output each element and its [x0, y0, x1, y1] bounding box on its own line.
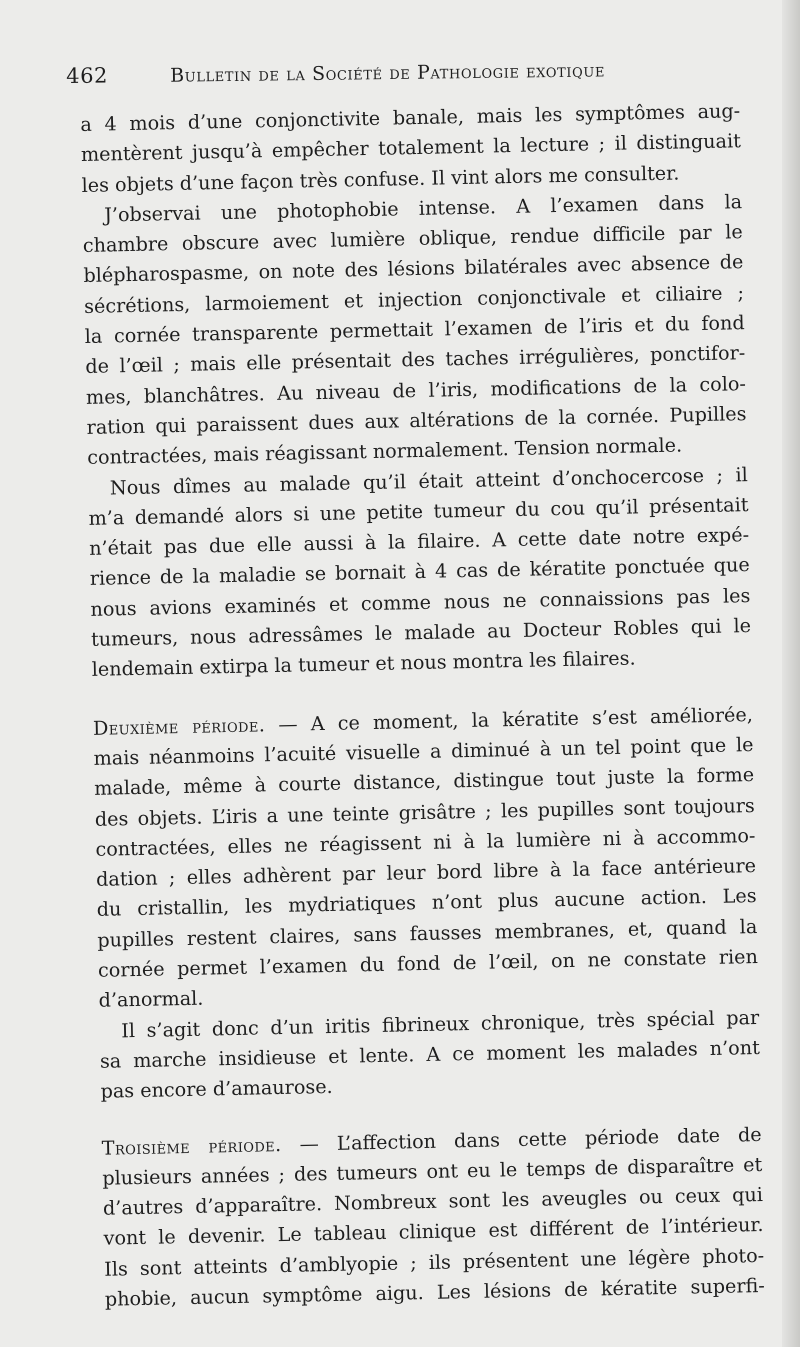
text-line: blépharospasme, on note des lésions bilatérales avec absence de — [83, 250, 744, 288]
text-line: pupilles restent claires, sans fausses membranes, et, quand la — [97, 914, 758, 952]
text-line-content: — L’affection dans cette période date de — [299, 1122, 762, 1156]
text-line: de l’œil ; mais elle présentait des taches irrégulières, ponctifor- — [85, 341, 746, 379]
text-line: Il s’agit donc d’un iritis fibrineux chronique, très spécial par — [121, 1005, 760, 1042]
text-line: m’a demandé alors si une petite tumeur du cou qu’il présentait — [88, 492, 749, 530]
paragraph-2 — [82, 187, 748, 473]
paragraph-5 — [99, 1003, 761, 1108]
paragraph-3 — [88, 460, 752, 686]
text-line: phobie, aucun symptôme aigu. Les lésions de kératite superfi- — [104, 1273, 766, 1311]
text-line: contractées, elles ne réagissent ni à la lumière ni à accommo- — [95, 823, 756, 861]
text-line: contractées, mais réagissant normalement. Tension normale. — [87, 433, 683, 470]
running-header — [66, 56, 706, 88]
text-line: mentèrent jusqu’à empêcher totalement la lecture ; il distinguait — [80, 129, 742, 167]
page-edge-shadow — [782, 0, 800, 1347]
journal-title: Bulletin de la Société de Pathologie exotique — [170, 59, 606, 87]
text-line: J’observai une photophobie intense. A l’examen dans la — [103, 190, 743, 227]
text-line: pas encore d’amaurose. — [100, 1075, 333, 1103]
text-line: a 4 mois d’une conjonctivite banale, mais les symptômes aug- — [80, 99, 741, 136]
text-line: dation ; elles adhèrent par leur bord libre à la face antérieure — [95, 854, 757, 891]
page-number: 462 — [66, 63, 109, 88]
text-line: du cristallin, les mydriatiques n’ont plus aucune action. Les — [96, 884, 757, 922]
text-line: lendemain extirpa la tumeur et nous montra les filaires. — [91, 646, 636, 682]
section-heading-troisieme-periode: Troisième période. — [101, 1132, 282, 1160]
text-line-content: — A ce moment, la kératite s’est améliorée, — [278, 702, 754, 736]
text-line: sécrétions, larmoiement et injection conjonctivale et ciliaire ; — [83, 280, 745, 318]
text-line: n’était pas due elle aussi à la filaire. A cette date notre expé- — [88, 523, 750, 561]
text-line: cornée permet l’examen du fond de l’œil, on ne constate rien — [97, 945, 759, 982]
text-line: chambre obscure avec lumière oblique, rendue difficile par le — [82, 220, 743, 258]
section-heading-deuxieme-periode: Deuxième période. — [92, 712, 266, 740]
text-line: ration qui paraissent dues aux altérations de la cornée. Pupilles — [86, 402, 747, 439]
text-line: plusieurs années ; des tumeurs ont eu le temps de disparaître et — [102, 1152, 763, 1190]
text-line: Nous dîmes au malade qu’il était atteint d’onchocercose ; il — [109, 462, 749, 500]
text-line: malade, même à courte distance, distingue tout juste la forme — [93, 763, 755, 801]
text-line: d’autres d’apparaître. Nombreux sont les aveugles ou ceux qui — [102, 1183, 764, 1220]
text-line: d’anormal. — [98, 986, 204, 1013]
text-line: des objets. L’iris a une teinte grisâtre ; les pupilles sont toujours — [94, 793, 755, 831]
body-text — [80, 96, 765, 1315]
text-line: mes, blanchâtres. Au niveau de l’iris, modifications de la colo- — [85, 371, 747, 409]
text-line: Ils sont atteints d’amblyopie ; ils présentent une légère photo- — [104, 1243, 765, 1281]
paragraph-6 — [101, 1119, 765, 1315]
text-line: mais néanmoins l’acuité visuelle a diminué à un tel point que le — [93, 732, 754, 770]
text-line: les objets d’une façon très confuse. Il vint alors me consulter. — [81, 161, 680, 197]
text-line: nous avions examinés et comme nous ne connaissions pas les — [90, 583, 751, 621]
text-line: tumeurs, nous adressâmes le malade au Docteur Robles qui le — [90, 614, 752, 651]
text-line: sa marche insidieuse et lente. A ce moment les malades n’ont — [99, 1035, 761, 1073]
paragraph-1 — [80, 96, 742, 201]
text-line: la cornée transparente permettait l’examen de l’iris et du fond — [84, 311, 745, 349]
paragraph-4 — [93, 700, 759, 1017]
text-line: rience de la maladie se bornait à 4 cas de kératite ponctuée que — [89, 553, 750, 591]
text-line: vont le devenir. Le tableau clinique est différent de l’intérieur. — [103, 1213, 764, 1251]
